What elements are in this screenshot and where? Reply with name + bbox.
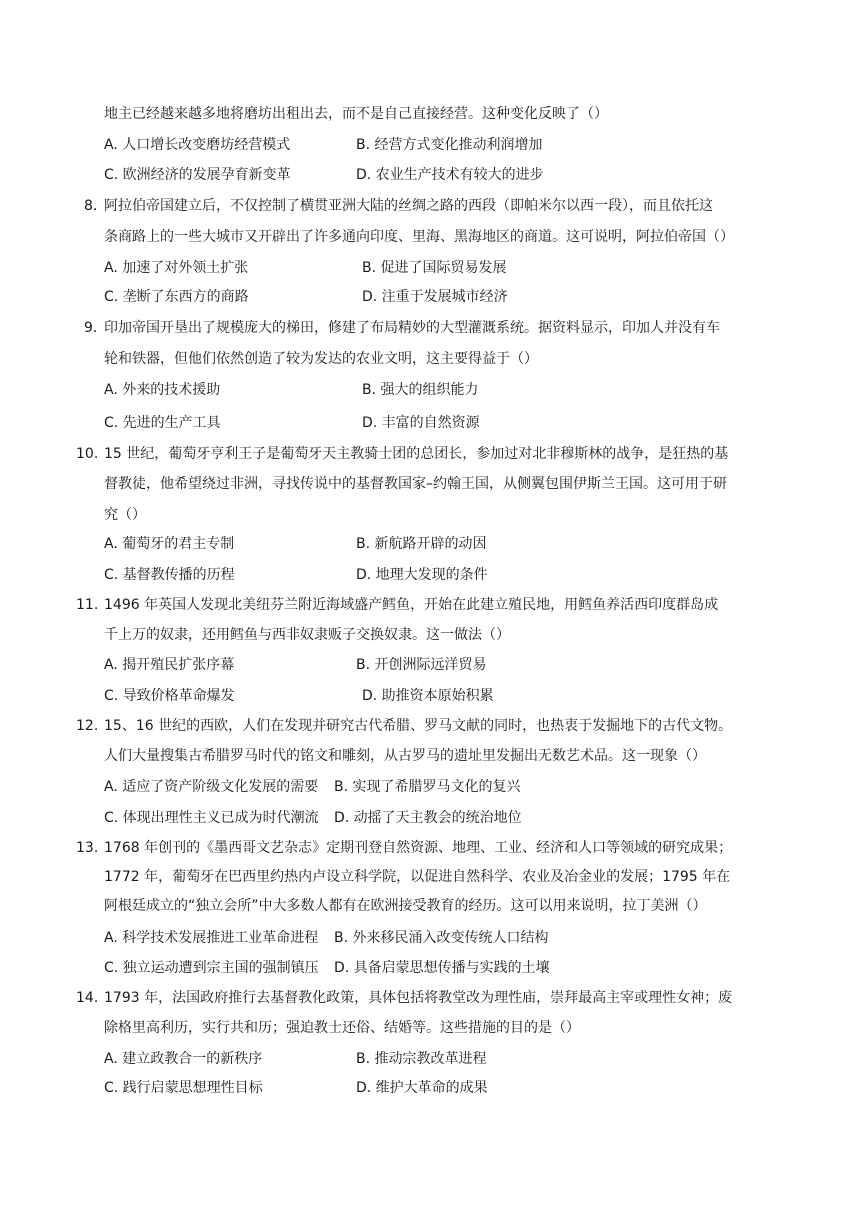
q12-option-c[interactable]: C. 体现出理性主义已成为时代潮流 bbox=[104, 810, 319, 826]
q9-stem-line: 印加帝国开垦出了规模庞大的梯田，修建了布局精妙的大型灌溉系统。据资料显示，印加人并没有车 bbox=[104, 320, 720, 336]
q14-option-c[interactable]: C. 践行启蒙思想理性目标 bbox=[104, 1080, 263, 1096]
q10-stem-line: 15 世纪，葡萄牙亨利王子是葡萄牙天主教骑士团的总团长，参加过对北非穆斯林的战争，是狂热的基 bbox=[104, 446, 729, 462]
q11-option-c[interactable]: C. 导致价格革命爆发 bbox=[104, 688, 235, 704]
q9-option-a[interactable]: A. 外来的技术援助 bbox=[104, 382, 221, 398]
q13-stem-line: 1772 年，葡萄牙在巴西里约热内卢设立科学院，以促进自然科学、农业及冶金业的发展；1795 年在 bbox=[104, 869, 731, 885]
q12-stem-line: 15、16 世纪的西欧，人们在发现并研究古代希腊、罗马文献的同时，也热衷于发掘地下的古代文物。 bbox=[104, 718, 733, 734]
q8-option-a[interactable]: A. 加速了对外领土扩张 bbox=[104, 260, 249, 276]
q7-stem-line: 地主已经越来越多地将磨坊出租出去，而不是自己直接经营。这种变化反映了（） bbox=[104, 106, 608, 122]
q9-option-b[interactable]: B. 强大的组织能力 bbox=[362, 382, 479, 398]
q7-option-c[interactable]: C. 欧洲经济的发展孕育新变革 bbox=[104, 167, 291, 183]
q13-option-b[interactable]: B. 外来移民涌入改变传统人口结构 bbox=[334, 930, 549, 946]
q11-option-d[interactable]: D. 助推资本原始积累 bbox=[362, 688, 494, 704]
q10-stem-line: 究（） bbox=[104, 507, 146, 523]
q12-stem-line: 人们大量搜集古希腊罗马时代的铭文和雕刻，从古罗马的遗址里发掘出无数艺术品。这一现象（） bbox=[104, 748, 706, 764]
q11-stem-line: 千上万的奴隶，还用鳕鱼与西非奴隶贩子交换奴隶。这一做法（） bbox=[104, 627, 510, 643]
q14-number: 14. bbox=[76, 990, 99, 1006]
q12-option-d[interactable]: D. 动摇了天主教会的统治地位 bbox=[334, 810, 522, 826]
q14-option-a[interactable]: A. 建立政教合一的新秩序 bbox=[104, 1051, 263, 1067]
q13-option-a[interactable]: A. 科学技术发展推进工业革命进程 bbox=[104, 930, 319, 946]
q8-stem-line: 条商路上的一些大城市又开辟出了许多通向印度、里海、黑海地区的商道。这可说明，阿拉伯帝国（） bbox=[104, 229, 734, 245]
q8-option-d[interactable]: D. 注重于发展城市经济 bbox=[362, 289, 508, 305]
q8-stem-line: 阿拉伯帝国建立后，不仅控制了横贯亚洲大陆的丝绸之路的西段（即帕米尔以西一段），而且依托这 bbox=[104, 198, 713, 214]
q13-stem-line: 1768 年创刊的《墨西哥文艺杂志》定期刊登自然资源、地理、工业、经济和人口等领域的研究成果； bbox=[104, 840, 733, 856]
q11-option-a[interactable]: A. 揭开殖民扩张序幕 bbox=[104, 657, 235, 673]
q10-stem-line: 督教徒，他希望绕过非洲，寻找传说中的基督教国家–约翰王国，从侧翼包围伊斯兰王国。这可用于研 bbox=[104, 476, 727, 492]
q12-option-b[interactable]: B. 实现了希腊罗马文化的复兴 bbox=[334, 779, 521, 795]
q11-option-b[interactable]: B. 开创洲际远洋贸易 bbox=[356, 657, 487, 673]
q13-option-d[interactable]: D. 具备启蒙思想传播与实践的土壤 bbox=[334, 960, 550, 976]
q9-option-d[interactable]: D. 丰富的自然资源 bbox=[362, 415, 480, 431]
q8-number: 8． bbox=[84, 198, 107, 214]
q9-option-c[interactable]: C. 先进的生产工具 bbox=[104, 415, 221, 431]
q7-option-d[interactable]: D. 农业生产技术有较大的进步 bbox=[356, 167, 544, 183]
q14-stem-line: 除格里高利历，实行共和历；强迫教士还俗、结婚等。这些措施的目的是（） bbox=[104, 1020, 580, 1036]
q8-option-c[interactable]: C. 垄断了东西方的商路 bbox=[104, 289, 249, 305]
q9-stem-line: 轮和铁器，但他们依然创造了较为发达的农业文明，这主要得益于（） bbox=[104, 351, 538, 367]
q14-option-b[interactable]: B. 推动宗教改革进程 bbox=[356, 1051, 487, 1067]
q7-option-a[interactable]: A. 人口增长改变磨坊经营模式 bbox=[104, 137, 291, 153]
q11-stem-line: 1496 年英国人发现北美纽芬兰附近海域盛产鳕鱼，开始在此建立殖民地，用鳕鱼养活西印度群岛成 bbox=[104, 597, 719, 613]
q8-option-b[interactable]: B. 促进了国际贸易发展 bbox=[362, 260, 507, 276]
q13-stem-line: 阿根廷成立的“独立会所”中大多数人都有在欧洲接受教育的经历。这可以用来说明，拉丁美洲（） bbox=[104, 898, 707, 914]
q13-option-c[interactable]: C. 独立运动遭到宗主国的强制镇压 bbox=[104, 960, 319, 976]
q14-option-d[interactable]: D. 维护大革命的成果 bbox=[356, 1080, 488, 1096]
q12-number: 12. bbox=[76, 718, 99, 734]
q12-option-a[interactable]: A. 适应了资产阶级文化发展的需要 bbox=[104, 779, 319, 795]
q10-option-c[interactable]: C. 基督教传播的历程 bbox=[104, 567, 235, 583]
q10-number: 10. bbox=[76, 446, 99, 462]
q10-option-b[interactable]: B. 新航路开辟的动因 bbox=[356, 536, 487, 552]
q7-option-b[interactable]: B. 经营方式变化推动利润增加 bbox=[356, 137, 543, 153]
q14-stem-line: 1793 年，法国政府推行去基督教化政策，具体包括将教堂改为理性庙，崇拜最高主宰或理性女神；废 bbox=[104, 990, 733, 1006]
q9-number: 9． bbox=[84, 320, 107, 336]
q10-option-a[interactable]: A. 葡萄牙的君主专制 bbox=[104, 536, 235, 552]
q10-option-d[interactable]: D. 地理大发现的条件 bbox=[356, 567, 488, 583]
q11-number: 11. bbox=[76, 597, 99, 613]
q13-number: 13. bbox=[76, 840, 99, 856]
